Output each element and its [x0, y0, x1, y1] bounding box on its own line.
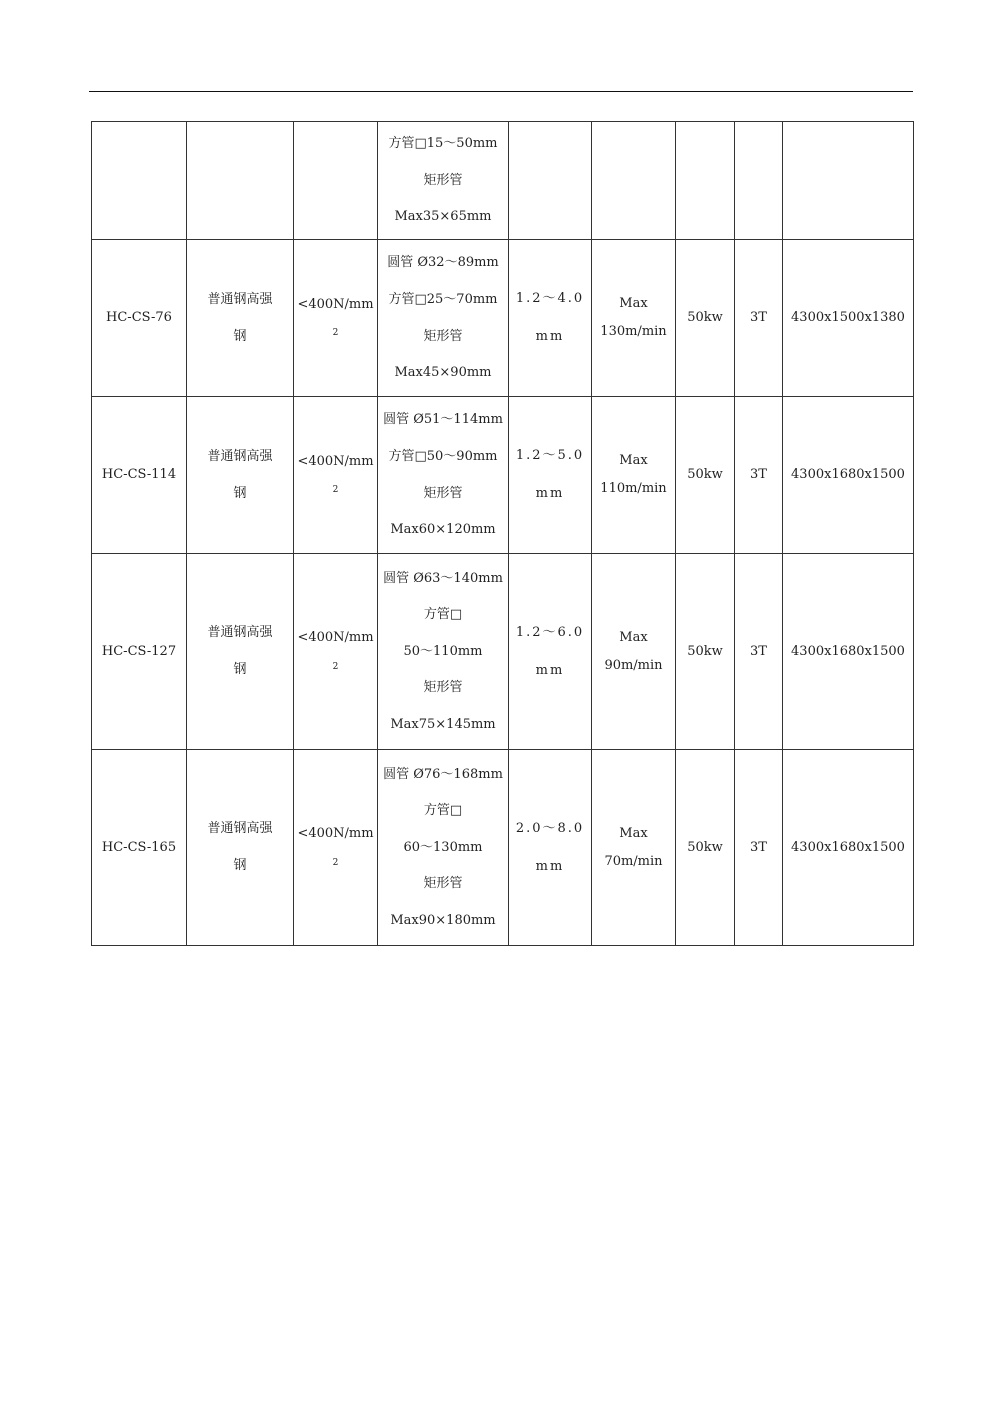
strength-value: <400N/mm — [297, 453, 374, 469]
speed-label: Max — [619, 453, 648, 469]
cell-weight — [735, 122, 783, 240]
cell-strength — [294, 554, 378, 750]
spec-line: 矩形管 — [423, 172, 463, 188]
spec-line: Max35×65mm — [394, 209, 492, 225]
speed-value: 110m/min — [600, 481, 667, 496]
spec-line: 矩形管 — [423, 680, 463, 696]
material-line: 普通钢高强 — [207, 448, 273, 464]
spec-line: Max60×120mm — [390, 522, 496, 538]
spec-line: 矩形管 — [423, 485, 463, 501]
spec-line: 矩形管 — [423, 328, 463, 344]
cell-model: HC-CS-165 — [92, 750, 187, 946]
cell-speed — [592, 554, 676, 750]
cell-weight: 3T — [735, 750, 783, 946]
cell-power: 50kw — [676, 397, 735, 554]
spec-line: Max90×180mm — [390, 912, 496, 928]
thickness-range: 1.2～5.0 — [515, 448, 585, 464]
cell-dimensions: 4300x1500x1380 — [783, 240, 914, 397]
speed-value: 130m/min — [600, 324, 667, 339]
spec-line: 方管□ — [423, 607, 463, 623]
thickness-range: 2.0～8.0 — [515, 820, 585, 836]
thickness-range: 1.2～6.0 — [515, 624, 585, 640]
cell-speed — [592, 240, 676, 397]
spec-line: Max75×145mm — [390, 716, 496, 732]
thickness-unit: mm — [535, 662, 565, 678]
cell-power: 50kw — [676, 554, 735, 750]
cell-spec — [378, 750, 509, 946]
cell-speed — [592, 397, 676, 554]
cell-material — [187, 750, 294, 946]
cell-dimensions — [783, 122, 914, 240]
cell-spec — [378, 554, 509, 750]
table-row — [92, 750, 914, 946]
cell-spec — [378, 240, 509, 397]
cell-power: 50kw — [676, 240, 735, 397]
thickness-unit: mm — [535, 486, 565, 501]
strength-superscript: 2 — [332, 485, 339, 496]
material-line: 普通钢高强 — [207, 291, 273, 307]
cell-power: 50kw — [676, 750, 735, 946]
cell-weight: 3T — [735, 554, 783, 750]
spec-table — [91, 121, 914, 946]
cell-weight: 3T — [735, 397, 783, 554]
thickness-range: 1.2～4.0 — [515, 291, 585, 307]
cell-strength — [294, 750, 378, 946]
header-rule — [89, 91, 913, 92]
cell-speed — [592, 750, 676, 946]
material-line: 普通钢高强 — [207, 821, 273, 837]
speed-label: Max — [619, 629, 648, 645]
spec-line: 圆管 Ø76～168mm — [383, 766, 503, 782]
strength-superscript: 2 — [332, 661, 339, 672]
spec-line: 方管□25～70mm — [388, 291, 498, 307]
cell-material — [187, 554, 294, 750]
cell-thickness — [509, 122, 592, 240]
strength-value: <400N/mm — [297, 826, 374, 842]
strength-value: <400N/mm — [297, 296, 374, 312]
spec-line: 方管□50～90mm — [388, 448, 498, 464]
cell-weight: 3T — [735, 240, 783, 397]
cell-strength — [294, 122, 378, 240]
thickness-unit: mm — [535, 858, 565, 874]
spec-line: 矩形管 — [423, 876, 463, 892]
material-line: 普通钢高强 — [207, 625, 273, 641]
spec-line: Max45×90mm — [394, 365, 492, 381]
thickness-unit: mm — [535, 329, 565, 344]
speed-value: 70m/min — [604, 853, 663, 869]
table-row — [92, 240, 914, 397]
spec-line: 50～110mm — [403, 643, 483, 659]
spec-line: 圆管 Ø63～140mm — [383, 570, 503, 586]
cell-thickness — [509, 397, 592, 554]
spec-line: 方管□ — [423, 803, 463, 819]
cell-model — [92, 122, 187, 240]
material-line: 钢 — [233, 328, 247, 344]
spec-line: 圆管 Ø51～114mm — [383, 412, 503, 428]
cell-strength — [294, 397, 378, 554]
table-row — [92, 122, 914, 240]
cell-material — [187, 240, 294, 397]
cell-thickness — [509, 750, 592, 946]
cell-thickness — [509, 554, 592, 750]
table-row — [92, 397, 914, 554]
strength-value: <400N/mm — [297, 630, 374, 646]
spec-line: 60～130mm — [403, 839, 483, 855]
material-line: 钢 — [233, 485, 247, 501]
speed-value: 90m/min — [604, 657, 663, 673]
cell-dimensions: 4300x1680x1500 — [783, 397, 914, 554]
cell-model: HC-CS-114 — [92, 397, 187, 554]
cell-spec — [378, 397, 509, 554]
cell-power — [676, 122, 735, 240]
cell-thickness — [509, 240, 592, 397]
material-line: 钢 — [233, 858, 247, 873]
cell-speed — [592, 122, 676, 240]
speed-label: Max — [619, 296, 648, 312]
spec-line: 方管□15～50mm — [388, 136, 498, 152]
cell-model: HC-CS-127 — [92, 554, 187, 750]
cell-model: HC-CS-76 — [92, 240, 187, 397]
material-line: 钢 — [233, 662, 247, 677]
cell-material — [187, 122, 294, 240]
strength-superscript: 2 — [332, 857, 339, 868]
cell-dimensions: 4300x1680x1500 — [783, 750, 914, 946]
table-row — [92, 554, 914, 750]
speed-label: Max — [619, 825, 648, 841]
cell-material — [187, 397, 294, 554]
strength-superscript: 2 — [332, 328, 339, 339]
cell-strength — [294, 240, 378, 397]
cell-spec — [378, 122, 509, 240]
cell-dimensions: 4300x1680x1500 — [783, 554, 914, 750]
spec-line: 圆管 Ø32～89mm — [387, 255, 499, 271]
